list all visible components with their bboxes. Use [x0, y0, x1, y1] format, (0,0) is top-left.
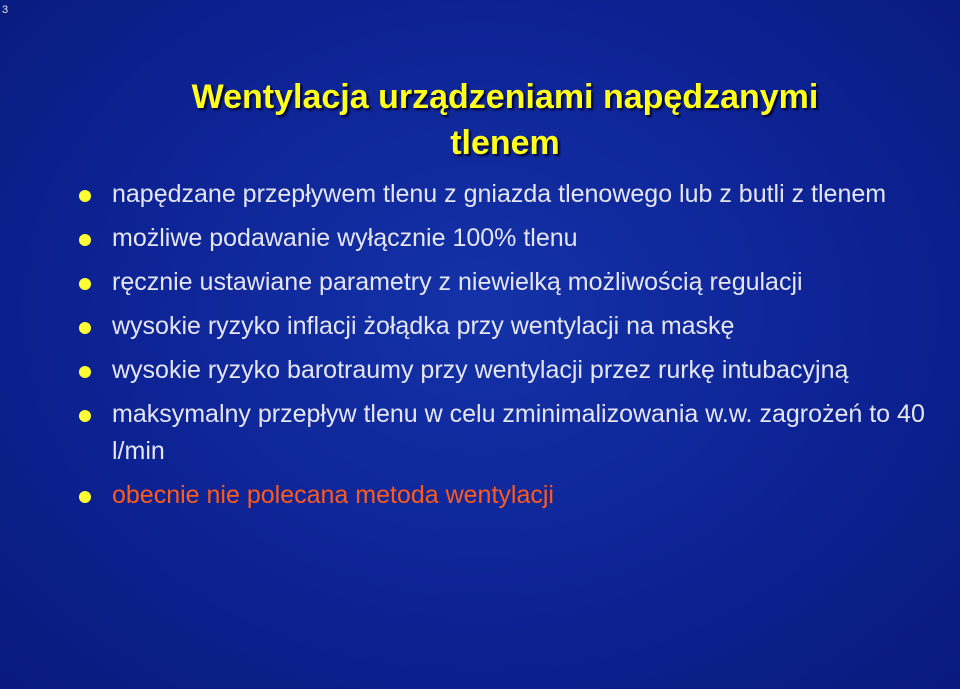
- slide-title-line-2: tlenem: [450, 124, 560, 162]
- bullet-text: wysokie ryzyko inflacji żołądka przy wentylacji na maskę: [112, 312, 735, 340]
- bullet-text: maksymalny przepływ tlenu w celu zminimalizowania w.w. zagrożeń to 40 l/min: [112, 400, 925, 465]
- slide-title: [60, 74, 950, 166]
- bullet-item: [76, 396, 946, 470]
- bullet-text: obecnie nie polecana metoda wentylacji: [112, 481, 554, 509]
- slide-number: 3: [2, 4, 9, 16]
- bullet-dot-icon: [79, 410, 91, 422]
- bullet-dot-icon: [79, 190, 91, 202]
- bullet-dot-icon: [79, 366, 91, 378]
- slide-title-line-1: Wentylacja urządzeniami napędzanymi: [191, 78, 819, 116]
- bullet-item-highlighted: [76, 477, 946, 514]
- bullet-item: [76, 220, 946, 257]
- bullet-dot-icon: [79, 491, 91, 503]
- bullet-text: ręcznie ustawiane parametry z niewielką możliwością regulacji: [112, 268, 803, 296]
- bullet-item: [76, 308, 946, 345]
- bullet-list: [76, 176, 946, 521]
- bullet-dot-icon: [79, 278, 91, 290]
- bullet-text: możliwe podawanie wyłącznie 100% tlenu: [112, 224, 578, 252]
- bullet-text: napędzane przepływem tlenu z gniazda tlenowego lub z butli z tlenem: [112, 180, 887, 208]
- bullet-item: [76, 176, 946, 213]
- bullet-text: wysokie ryzyko barotraumy przy wentylacji przez rurkę intubacyjną: [112, 356, 849, 384]
- bullet-item: [76, 264, 946, 301]
- bullet-dot-icon: [79, 234, 91, 246]
- bullet-item: [76, 352, 946, 389]
- bullet-dot-icon: [79, 322, 91, 334]
